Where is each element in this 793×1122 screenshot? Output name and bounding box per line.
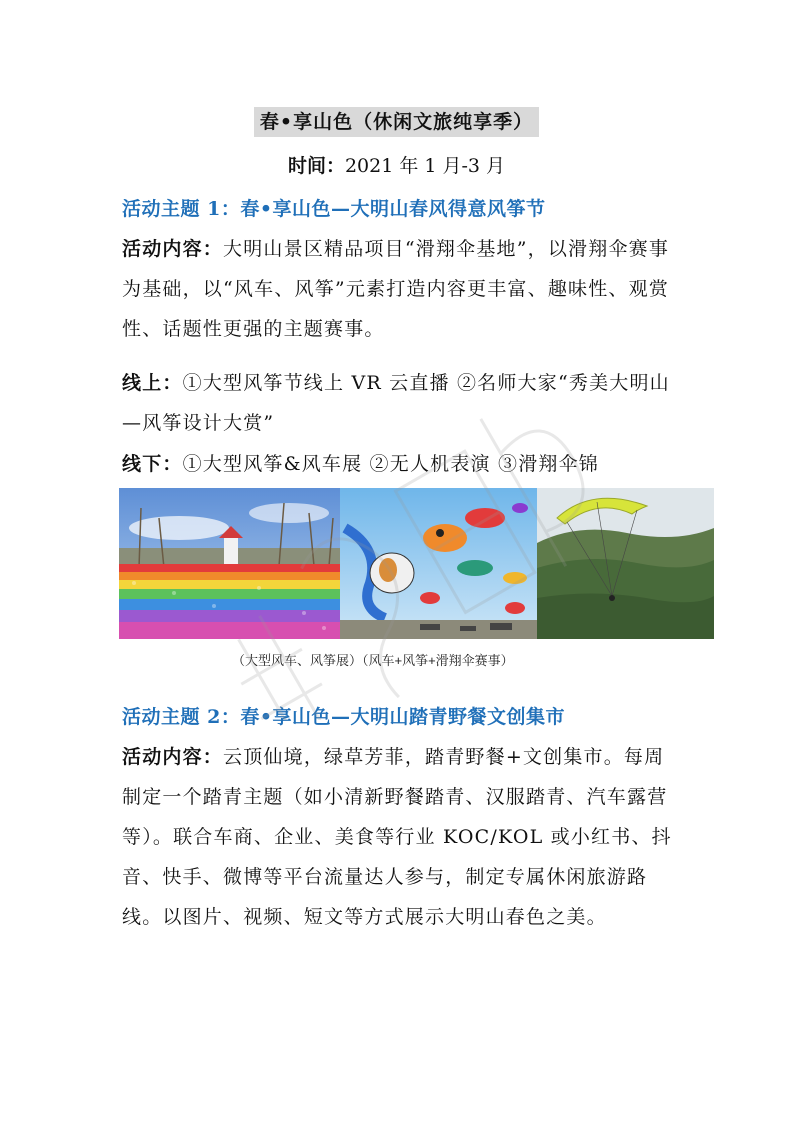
title-container	[0, 107, 793, 137]
kite-festival-photo	[340, 488, 537, 639]
section1-content-text: 大明山景区精品项目“滑翔伞基地”，以滑翔伞赛事为基础，以“风车、风筝”元素打造内容更丰富、趣味性、观赏性、话题性更强的主题赛事。	[122, 238, 670, 340]
offline-text: ①大型风筝&风车展 ②无人机表演 ③滑翔伞锦	[182, 453, 600, 475]
online-label: 线上：	[122, 372, 183, 394]
paraglider-photo	[537, 488, 714, 639]
photo-caption: （大型风车、风筝展）（风车+风筝+滑翔伞赛事）	[232, 653, 514, 668]
section1-heading: 活动主题 1：春•享山色—大明山春风得意风筝节	[122, 198, 546, 220]
section1-content-label: 活动内容：	[122, 238, 224, 260]
offline-label: 线下：	[122, 453, 183, 475]
section2-heading: 活动主题 2：春•享山色—大明山踏青野餐文创集市	[122, 706, 565, 728]
time-value: 2021 年 1 月-3 月	[344, 155, 506, 177]
section2-content-text: 云顶仙境，绿草芳菲，踏青野餐+文创集市。每周制定一个踏青主题（如小清新野餐踏青、汉服踏青、汽车露营等）。联合车商、企业、美食等行业 KOC/KOL 或小红书、抖音、快手、微博等平台流量达人参与，制定专属休闲旅游路线。以图片、视频、短文等方式展示大明山春色之美。	[122, 746, 672, 928]
page-title: 春•享山色（休闲文旅纯享季）	[254, 107, 539, 137]
section2-content-label: 活动内容：	[122, 746, 224, 768]
section2-content	[122, 737, 682, 937]
section1-offline	[122, 444, 682, 484]
online-text: ①大型风筝节线上 VR 云直播 ②名师大家“秀美大明山—风筝设计大赏”	[122, 372, 670, 434]
pinwheel-field-photo	[119, 488, 340, 639]
photo-strip	[119, 488, 714, 639]
section1-content	[122, 229, 682, 349]
time-line	[0, 152, 793, 180]
section1-online	[122, 363, 682, 443]
time-label: 时间：	[287, 155, 345, 177]
